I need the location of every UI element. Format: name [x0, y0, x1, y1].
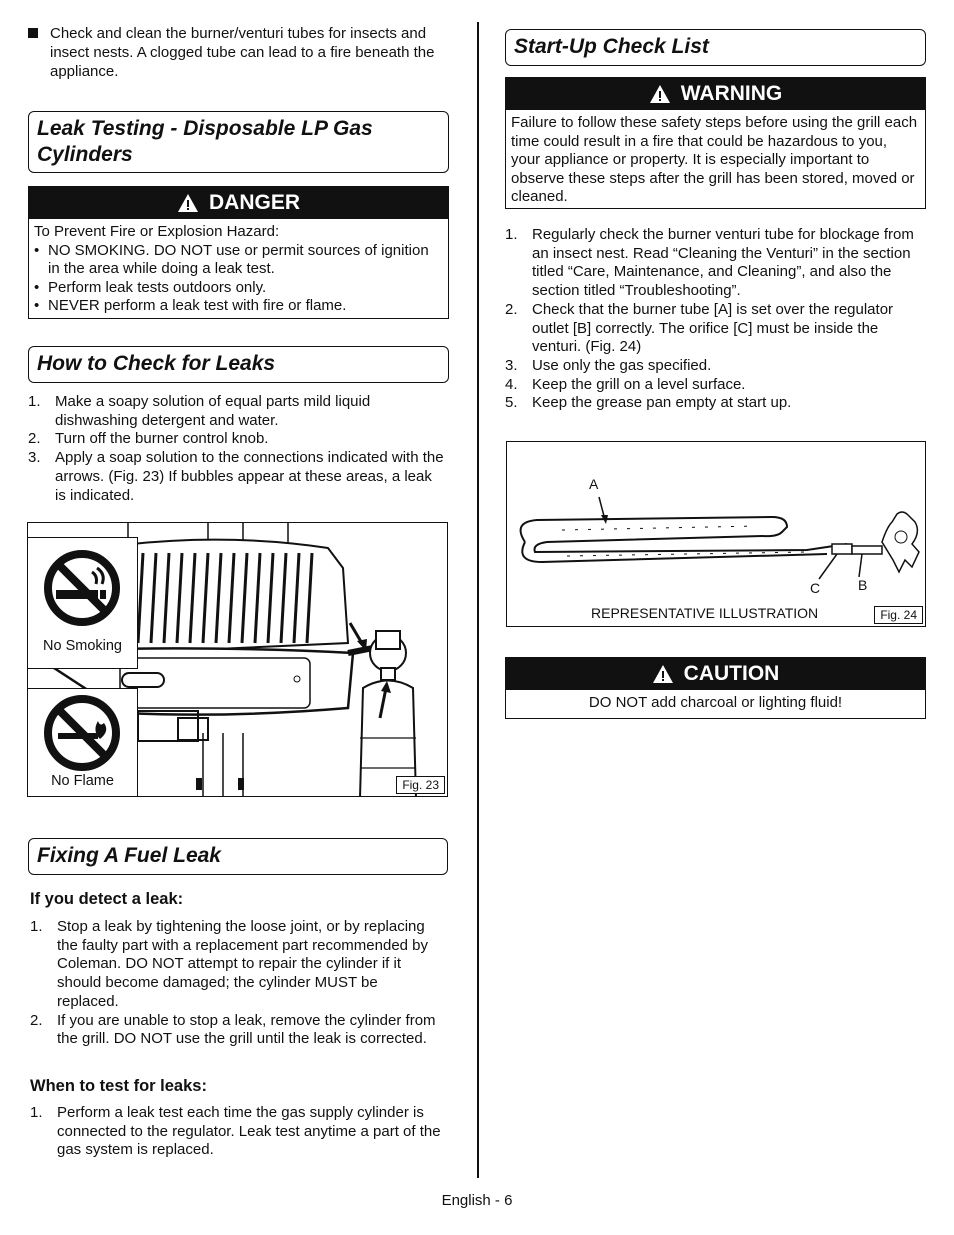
warning-box	[505, 77, 926, 209]
detect-leak-subtitle: If you detect a leak:	[30, 890, 184, 908]
list-item: 1. Make a soapy solution of equal parts mild liquid dishwashing detergent and water.	[28, 393, 371, 429]
fixing-title: Fixing A Fuel Leak	[28, 838, 448, 875]
warning-triangle-icon	[652, 664, 674, 684]
figure-23-label: Fig. 23	[396, 776, 445, 794]
no-flame-label: No Flame	[51, 773, 114, 789]
check-leaks-steps	[28, 393, 446, 505]
startup-title: Start-Up Check List	[505, 29, 926, 66]
danger-body	[29, 219, 448, 320]
no-flame-panel	[28, 688, 138, 797]
label-c: C	[810, 580, 821, 596]
caution-label: CAUTION	[683, 662, 780, 685]
danger-lead: To Prevent Fire or Explosion Hazard:	[34, 223, 280, 240]
label-b: B	[858, 577, 868, 593]
square-bullet-icon	[28, 28, 38, 38]
list-item: 5. Keep the grease pan empty at start up.	[505, 394, 792, 412]
page-footer: English - 6	[441, 1192, 513, 1209]
check-leaks-title: How to Check for Leaks	[28, 346, 449, 383]
startup-steps	[505, 226, 923, 413]
no-flame-icon	[42, 693, 122, 773]
warning-triangle-icon	[649, 84, 671, 104]
list-item: 1. Stop a leak by tightening the loose joint, or by replacing the faulty part with a replacement part recommended by Coleman. DO NOT attempt to repair the cylinder if it should become damaged; the cylinder MUST be replaced.	[30, 918, 429, 1010]
intro-bullet	[28, 24, 450, 81]
when-to-test-subtitle: When to test for leaks:	[30, 1077, 207, 1095]
danger-header	[29, 187, 448, 219]
detect-leak-steps	[30, 918, 452, 1049]
no-smoking-icon	[42, 548, 122, 628]
caution-text: DO NOT add charcoal or lighting fluid!	[588, 694, 843, 711]
list-item: 1. Perform a leak test each time the gas supply cylinder is connected to the regulator. Leak test anytime a part of the gas system is replaced.	[30, 1104, 441, 1159]
list-item: 4. Keep the grill on a level surface.	[505, 375, 746, 393]
intro-bullet-text: Check and clean the burner/venturi tubes for insects and insect nests. A clogged tube can lead to a fire beneath the appliance.	[50, 25, 435, 80]
warning-body: Failure to follow these safety steps before using the grill each time could result in a fire that could be hazardous to you, your appliance or property. It is especially important to observe these steps after the grill has been stored, moved or cleaned.	[511, 114, 918, 205]
list-item: 2. If you are unable to stop a leak, remove the cylinder from the grill. DO NOT use the grill until the leak is corrected.	[30, 1011, 436, 1048]
left-column	[28, 24, 450, 81]
warning-header	[506, 78, 925, 110]
list-item: 1. Regularly check the burner venturi tube for blockage from an insect nest. Read “Cleaning the Venturi” in the section titled “Care, Maintenance, and Cleaning”, and also the section titled “Troubleshooting”.	[505, 226, 914, 300]
danger-item: • NO SMOKING. DO NOT use or permit sources of ignition in the area while doing a leak test.	[34, 241, 429, 277]
list-item: 3. Use only the gas specified.	[505, 356, 712, 374]
danger-label: DANGER	[208, 191, 300, 214]
warning-label: WARNING	[680, 82, 783, 105]
when-to-test-steps	[30, 1104, 445, 1160]
danger-item: • NEVER perform a leak test with fire or flame.	[34, 297, 347, 314]
figure-24-label: Fig. 24	[874, 606, 923, 624]
column-divider	[477, 22, 479, 1178]
figure-23	[27, 522, 448, 797]
leak-testing-title: Leak Testing - Disposable LP Gas Cylinders	[28, 111, 449, 173]
warning-triangle-icon	[177, 193, 199, 213]
danger-item: • Perform leak tests outdoors only.	[34, 278, 267, 296]
list-item: 2. Check that the burner tube [A] is set over the regulator outlet [B] correctly. The orifice [C] must be inside the venturi. (Fig. 24)	[505, 300, 894, 356]
danger-box	[28, 186, 449, 319]
no-smoking-label: No Smoking	[43, 638, 122, 654]
list-item: 2. Turn off the burner control knob.	[28, 430, 269, 448]
label-a: A	[589, 476, 599, 492]
list-item: 3. Apply a soap solution to the connections indicated with the arrows. (Fig. 23) If bubbles appear at these areas, a leak is indicated.	[28, 449, 444, 504]
caution-header	[506, 658, 925, 690]
caution-box	[505, 657, 926, 719]
burner-tube-illustration	[507, 442, 926, 627]
no-smoking-panel	[28, 537, 138, 669]
figure-24-caption: REPRESENTATIVE ILLUSTRATION	[591, 605, 819, 621]
figure-24	[506, 441, 926, 627]
